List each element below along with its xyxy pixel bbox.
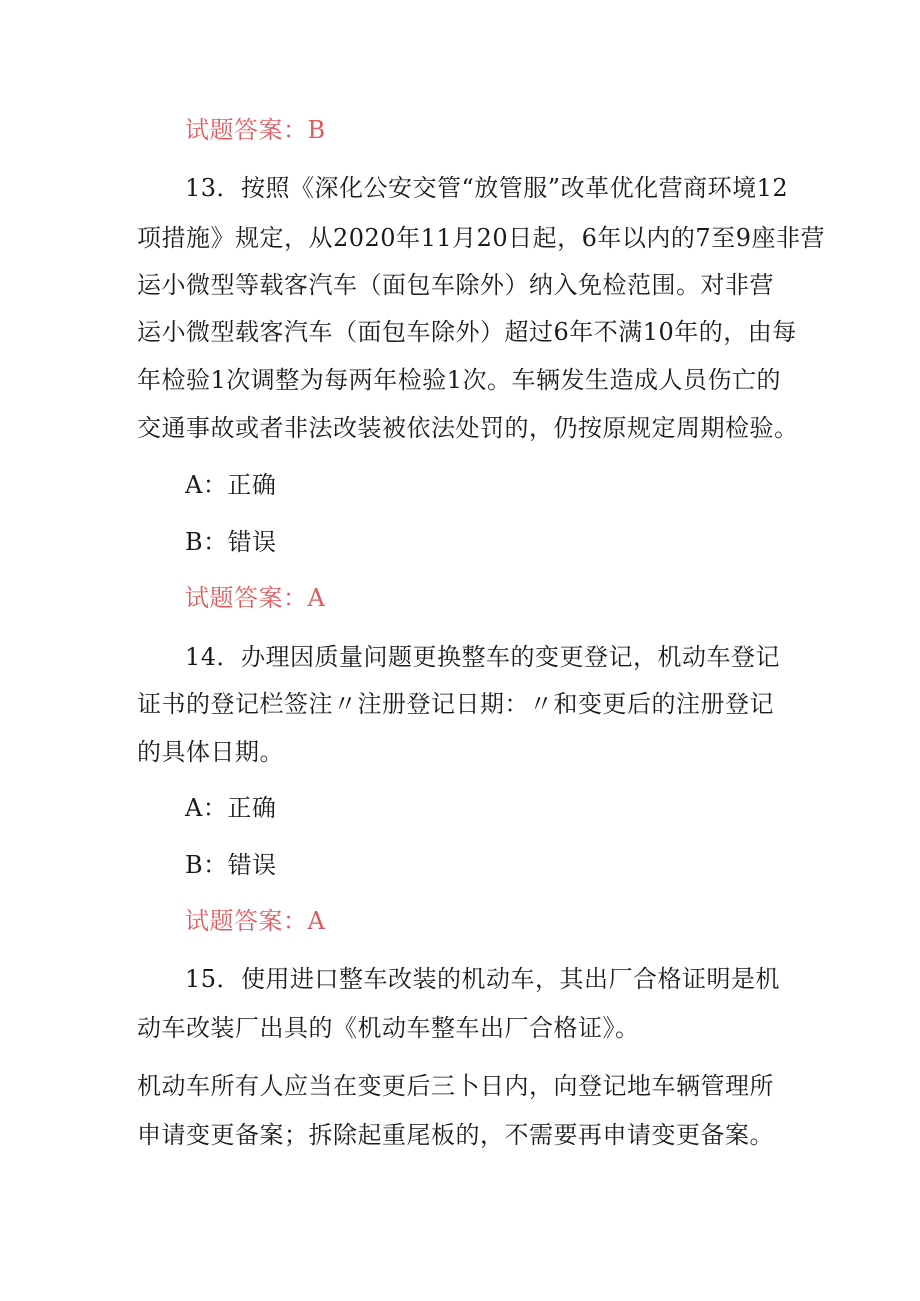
q13-line-2: 项措施》规定，从2020年11月20日起，6年以内的7至9座非营: [137, 224, 825, 252]
q13-line-5: 年检验1次调整为每两年检验1次。车辆发生造成人员伤亡的: [137, 366, 782, 394]
q13-line-3: 运小微型等载客汽车（面包车除外）纳入免检范围。对非营: [137, 271, 774, 299]
q13-line-1: 13．按照《深化公安交管“放管服”改革优化营商环境12: [185, 174, 789, 202]
q15-line-1: 15．使用进口整车改装的机动车，其出厂合格证明是机: [185, 965, 781, 993]
q14-answer: 试题答案：A: [185, 907, 326, 935]
q13-line-4: 运小微型载客汽车（面包车除外）超过6年不满10年的，由每: [137, 318, 797, 346]
q13-option-b: B：错误: [185, 528, 277, 556]
q12-answer: 试题答案：B: [185, 116, 326, 144]
q14-option-b: B：错误: [185, 851, 277, 879]
para-line-2: 申请变更备案；拆除起重尾板的，不需要再申请变更备案。: [137, 1121, 774, 1149]
q15-line-2: 动车改装厂出具的《机动车整车出厂合格证》。: [137, 1014, 640, 1042]
q14-line-1: 14．办理因质量问题更换整车的变更登记，机动车登记: [185, 643, 781, 671]
para-line-1: 机动车所有人应当在变更后三卜日内，向登记地车辆管理所: [137, 1072, 774, 1100]
q13-line-6: 交通事故或者非法改装被依法处罚的，仍按原规定周期检验。: [137, 414, 799, 442]
q14-line-3: 的具体日期。: [137, 738, 284, 766]
q14-line-2: 证书的登记栏签注〃注册登记日期：〃和变更后的注册登记: [137, 690, 774, 718]
q13-answer: 试题答案：A: [185, 584, 326, 612]
q13-option-a: A：正确: [185, 471, 277, 499]
q14-option-a: A：正确: [185, 794, 277, 822]
